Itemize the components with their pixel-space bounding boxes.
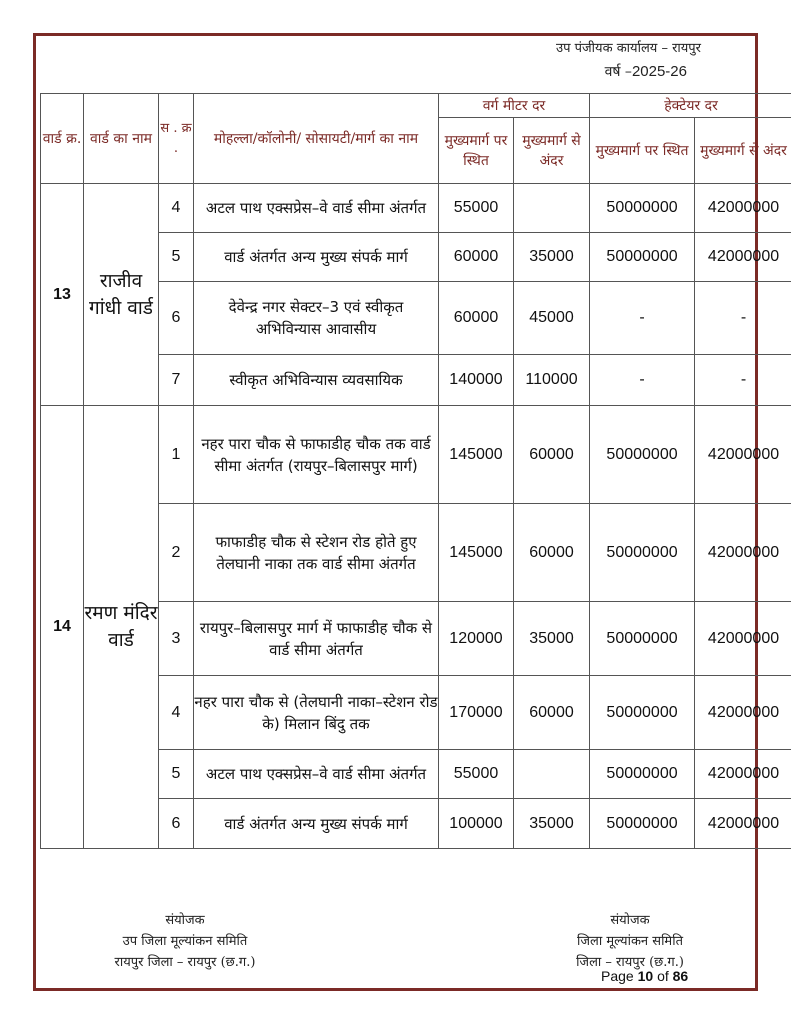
header-hectare-rate: हेक्टेयर दर xyxy=(590,94,791,118)
sqm-rate-inside-main-road: 45000 xyxy=(514,282,590,355)
hectare-rate-on-main-road: 50000000 xyxy=(590,676,695,750)
ward-name: रमण मंदिर वार्ड xyxy=(84,406,159,849)
serial-number: 4 xyxy=(159,184,194,233)
signature-right-title: संयोजक xyxy=(610,913,650,928)
page-current: 10 xyxy=(637,968,654,984)
locality-name: नहर पारा चौक से (तेलघानी नाका–स्टेशन रोड के) मिलान बिंदु तक xyxy=(194,676,439,750)
sqm-rate-on-main-road: 120000 xyxy=(439,602,514,676)
hectare-rate-on-main-road: 50000000 xyxy=(590,184,695,233)
signature-right xyxy=(530,910,730,973)
hectare-rate-on-main-road: 50000000 xyxy=(590,799,695,849)
hectare-rate-inside-main-road: 42000000 xyxy=(695,602,791,676)
sqm-rate-on-main-road: 100000 xyxy=(439,799,514,849)
sqm-rate-inside-main-road: 35000 xyxy=(514,233,590,282)
hectare-rate-on-main-road: - xyxy=(590,355,695,406)
hectare-rate-inside-main-road: 42000000 xyxy=(695,406,791,504)
sqm-rate-on-main-road: 145000 xyxy=(439,406,514,504)
locality-name: रायपुर–बिलासपुर मार्ग में फाफाडीह चौक से वार्ड सीमा अंतर्गत xyxy=(194,602,439,676)
header-serial-no: स . क्र . xyxy=(159,94,194,184)
sqm-rate-on-main-road: 145000 xyxy=(439,504,514,602)
year-value: 2025-26 xyxy=(631,63,687,80)
sqm-rate-inside-main-road xyxy=(514,750,590,799)
sqm-rate-on-main-road: 55000 xyxy=(439,184,514,233)
ward-name: राजीव गांधी वार्ड xyxy=(84,184,159,406)
sqm-rate-inside-main-road: 35000 xyxy=(514,602,590,676)
locality-name: अटल पाथ एक्सप्रेस–वे वार्ड सीमा अंतर्गत xyxy=(194,750,439,799)
header-ward-name: वार्ड का नाम xyxy=(84,94,159,184)
hectare-rate-on-main-road: 50000000 xyxy=(590,406,695,504)
page-number xyxy=(601,968,688,984)
locality-name: स्वीकृत अभिविन्यास व्यवसायिक xyxy=(194,355,439,406)
hectare-rate-inside-main-road: 42000000 xyxy=(695,799,791,849)
header-sqm-rate: वर्ग मीटर दर xyxy=(439,94,590,118)
sqm-rate-on-main-road: 55000 xyxy=(439,750,514,799)
ward-number: 13 xyxy=(41,184,84,406)
signature-left-committee: उप जिला मूल्यांकन समिति xyxy=(122,934,248,949)
hectare-rate-inside-main-road: 42000000 xyxy=(695,676,791,750)
serial-number: 6 xyxy=(159,799,194,849)
hectare-rate-inside-main-road: 42000000 xyxy=(695,750,791,799)
table-body xyxy=(41,184,791,849)
sqm-rate-inside-main-road: 60000 xyxy=(514,676,590,750)
sqm-rate-inside-main-road: 60000 xyxy=(514,406,590,504)
serial-number: 1 xyxy=(159,406,194,504)
header-ha-inside-main: मुख्यमार्ग से अंदर xyxy=(695,118,791,184)
signature-right-committee: जिला मूल्यांकन समिति xyxy=(577,934,683,949)
hectare-rate-inside-main-road: - xyxy=(695,355,791,406)
sqm-rate-inside-main-road: 35000 xyxy=(514,799,590,849)
serial-number: 4 xyxy=(159,676,194,750)
sqm-rate-inside-main-road: 60000 xyxy=(514,504,590,602)
ward-number: 14 xyxy=(41,406,84,849)
sqm-rate-inside-main-road: 110000 xyxy=(514,355,590,406)
page-total: 86 xyxy=(672,968,689,984)
signature-left-title: संयोजक xyxy=(165,913,205,928)
office-title: उप पंजीयक कार्यालय – रायपुर xyxy=(556,41,701,56)
hectare-rate-inside-main-road: 42000000 xyxy=(695,184,791,233)
header-ha-on-main: मुख्यमार्ग पर स्थित xyxy=(590,118,695,184)
locality-name: देवेन्द्र नगर सेक्टर–3 एवं स्वीकृत अभिविन्यास आवासीय xyxy=(194,282,439,355)
locality-name: फाफाडीह चौक से स्टेशन रोड होते हुए तेलघानी नाका तक वार्ड सीमा अंतर्गत xyxy=(194,504,439,602)
serial-number: 7 xyxy=(159,355,194,406)
header-sqm-on-main: मुख्यमार्ग पर स्थित xyxy=(439,118,514,184)
hectare-rate-on-main-road: 50000000 xyxy=(590,233,695,282)
hectare-rate-on-main-road: - xyxy=(590,282,695,355)
table-row xyxy=(41,184,791,233)
hectare-rate-inside-main-road: 42000000 xyxy=(695,233,791,282)
serial-number: 5 xyxy=(159,233,194,282)
header-locality: मोहल्ला/कॉलोनी/ सोसायटी/मार्ग का नाम xyxy=(194,94,439,184)
sqm-rate-on-main-road: 170000 xyxy=(439,676,514,750)
hectare-rate-on-main-road: 50000000 xyxy=(590,750,695,799)
page-of: of xyxy=(657,968,669,984)
year-label: वर्ष – xyxy=(604,64,632,80)
signature-left-district: रायपुर जिला – रायपुर (छ.ग.) xyxy=(114,955,256,970)
sqm-rate-on-main-road: 60000 xyxy=(439,282,514,355)
locality-name: नहर पारा चौक से फाफाडीह चौक तक वार्ड सीमा अंतर्गत (रायपुर–बिलासपुर मार्ग) xyxy=(194,406,439,504)
hectare-rate-inside-main-road: 42000000 xyxy=(695,504,791,602)
year-line xyxy=(605,62,687,81)
hectare-rate-inside-main-road: - xyxy=(695,282,791,355)
serial-number: 6 xyxy=(159,282,194,355)
serial-number: 2 xyxy=(159,504,194,602)
serial-number: 3 xyxy=(159,602,194,676)
rates-table xyxy=(40,93,791,849)
hectare-rate-on-main-road: 50000000 xyxy=(590,602,695,676)
table-row xyxy=(41,406,791,504)
header-ward-no: वार्ड क्र. xyxy=(41,94,84,184)
hectare-rate-on-main-road: 50000000 xyxy=(590,504,695,602)
serial-number: 5 xyxy=(159,750,194,799)
signature-right-district: जिला – रायपुर (छ.ग.) xyxy=(576,955,684,970)
signature-left xyxy=(60,910,310,973)
sqm-rate-on-main-road: 60000 xyxy=(439,233,514,282)
sqm-rate-on-main-road: 140000 xyxy=(439,355,514,406)
locality-name: वार्ड अंतर्गत अन्य मुख्य संपर्क मार्ग xyxy=(194,799,439,849)
header-sqm-inside-main: मुख्यमार्ग से अंदर xyxy=(514,118,590,184)
page-prefix: Page xyxy=(601,968,634,984)
sqm-rate-inside-main-road xyxy=(514,184,590,233)
locality-name: वार्ड अंतर्गत अन्य मुख्य संपर्क मार्ग xyxy=(194,233,439,282)
locality-name: अटल पाथ एक्सप्रेस–वे वार्ड सीमा अंतर्गत xyxy=(194,184,439,233)
